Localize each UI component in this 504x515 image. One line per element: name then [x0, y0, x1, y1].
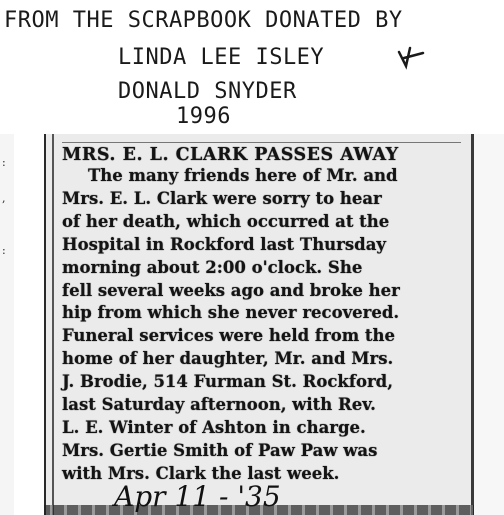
- article-line: fell several weeks ago and broke her: [62, 280, 400, 300]
- handwritten-date: [106, 476, 386, 515]
- right-margin: [474, 134, 504, 515]
- clipping-body: [62, 142, 461, 486]
- edge-mark: :: [2, 244, 6, 257]
- left-margin: [0, 134, 14, 515]
- article-line: Mrs. E. L. Clark were sorry to hear: [62, 188, 382, 208]
- donor-name-1: LINDA LEE ISLEY: [118, 45, 325, 70]
- article-line: morning about 2:00 o'clock. She: [62, 257, 363, 277]
- article-line: Hospital in Rockford last Thursday: [62, 234, 386, 254]
- article-line: L. E. Winter of Ashton in charge.: [62, 417, 366, 437]
- article-line: The many friends here of Mr. and: [88, 166, 398, 185]
- article-line: last Saturday afternoon, with Rev.: [62, 395, 376, 415]
- article-line: with Mrs. Clark the last week.: [62, 463, 340, 483]
- donor-name-2: DONALD SNYDER: [118, 79, 297, 104]
- newspaper-clipping: [44, 134, 474, 515]
- handwritten-checkmark-icon: [396, 44, 426, 70]
- handwritten-date-text: Apr 11 - '35: [114, 480, 281, 513]
- article-line: J. Brodie, 514 Furman St. Rockford,: [62, 372, 393, 392]
- article-line: Funeral services were held from the: [62, 326, 396, 346]
- donation-year: 1996: [176, 104, 231, 129]
- article-line: hip from which she never recovered.: [62, 303, 400, 323]
- article-line: home of her daughter, Mr. and Mrs.: [62, 349, 394, 369]
- article-line: of her death, which occurred at the: [62, 211, 390, 231]
- edge-mark: ,: [2, 192, 6, 205]
- obituary-headline: MRS. E. L. CLARK PASSES AWAY: [62, 142, 461, 165]
- donation-header: FROM THE SCRAPBOOK DONATED BY: [4, 8, 403, 33]
- edge-mark: :: [2, 156, 6, 169]
- article-line: Mrs. Gertie Smith of Paw Paw was: [62, 440, 378, 460]
